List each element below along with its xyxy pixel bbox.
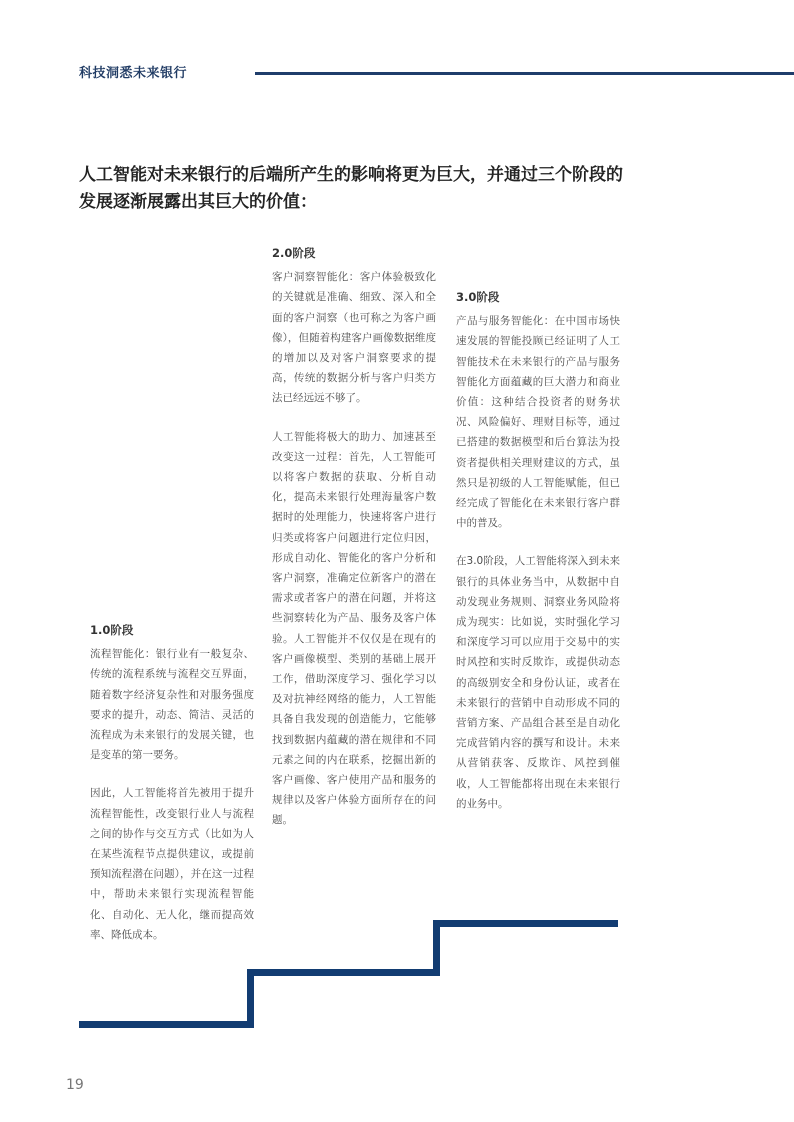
stage-1-column — [90, 620, 254, 963]
stage-1-paragraph-1: 流程智能化：银行业有一般复杂、传统的流程系统与流程交互界面，随着数字经济复杂性和对服务强度要求的提升，动态、简洁、灵活的流程成为未来银行的发展关键，也是变革的第一要务。 — [90, 648, 254, 762]
stage-3-title: 3.0阶段 — [456, 290, 500, 304]
header-rule — [255, 72, 794, 75]
stage-3-column — [456, 287, 620, 832]
stair-step-2-riser — [433, 920, 440, 976]
stair-step-1-horizontal — [79, 1021, 254, 1028]
stair-step-2-horizontal — [247, 969, 440, 976]
stage-2-column — [272, 243, 436, 849]
stage-3-paragraph-2: 在3.0阶段，人工智能将深入到未来银行的具体业务当中，从数据中自动发现业务规则、洞察业务风险将成为现实：比如说，实时强化学习和深度学习可以应用于交易中的实时风控和实时反欺诈，或提供动态的高级别安全和身份认证，或者在未来银行的营销中自动形成不同的营销方案、产品组合甚至是自动化完成营销内容的撰写和设计。未来从营销获客、反欺诈、风控到催收，人工智能都将出现在未来银行的业务中。 — [456, 555, 620, 810]
page-number: 19 — [66, 1077, 84, 1093]
stage-2-paragraph-1: 客户洞察智能化：客户体验极致化的关键就是准确、细致、深入和全面的客户洞察（也可称之为客户画像），但随着构建客户画像数据维度的增加以及对客户洞察要求的提高，传统的数据分析与客户归类方法已经远远不够了。 — [272, 271, 436, 405]
intro-heading: 人工智能对未来银行的后端所产生的影响将更为巨大，并通过三个阶段的发展逐渐展露出其巨大的价值： — [79, 165, 623, 212]
stage-2-paragraph-2: 人工智能将极大的助力、加速甚至改变这一过程：首先，人工智能可以将客户数据的获取、分析自动化，提高未来银行处理海量客户数据时的处理能力，快速将客户进行归类或将客户问题进行定位归因，形成自动化、智能化的客户分析和客户洞察，准确定位新客户的潜在需求或者客户的潜在问题，并将这些洞察转化为产品、服务及客户体验。人工智能并不仅仅是在现有的客户画像模型、类别的基础上展开工作，借助深度学习、强化学习以及对抗神经网络的能力，人工智能具备自我发现的创造能力，它能够找到数据内蕴藏的潜在规律和不同元素之间的内在联系，挖掘出新的客户画像、客户使用产品和服务的规律以及客户体验方面所存在的问题。 — [272, 430, 436, 827]
stage-2-title: 2.0阶段 — [272, 246, 316, 260]
stair-step-3-horizontal — [433, 920, 618, 927]
header-title: 科技洞悉未来银行 — [79, 66, 188, 81]
stage-1-paragraph-2: 因此，人工智能将首先被用于提升流程智能性，改变银行业人与流程之间的协作与交互方式（比如为人在某些流程节点提供建议，或提前预知流程潜在问题），并在这一过程中，帮助未来银行实现流程智能化、自动化、无人化，继而提高效率、降低成本。 — [90, 787, 254, 941]
stage-3-paragraph-1: 产品与服务智能化：在中国市场快速发展的智能投顾已经证明了人工智能技术在未来银行的产品与服务智能化方面蕴藏的巨大潜力和商业价值：这种结合投资者的财务状况、风险偏好、理财目标等，通过已搭建的数据模型和后台算法为投资者提供相关理财建议的方式，虽然只是初级的人工智能赋能，但已经完成了智能化在未来银行客户群中的普及。 — [456, 315, 620, 530]
stair-step-1-riser — [247, 969, 254, 1028]
stage-1-title: 1.0阶段 — [90, 623, 134, 637]
